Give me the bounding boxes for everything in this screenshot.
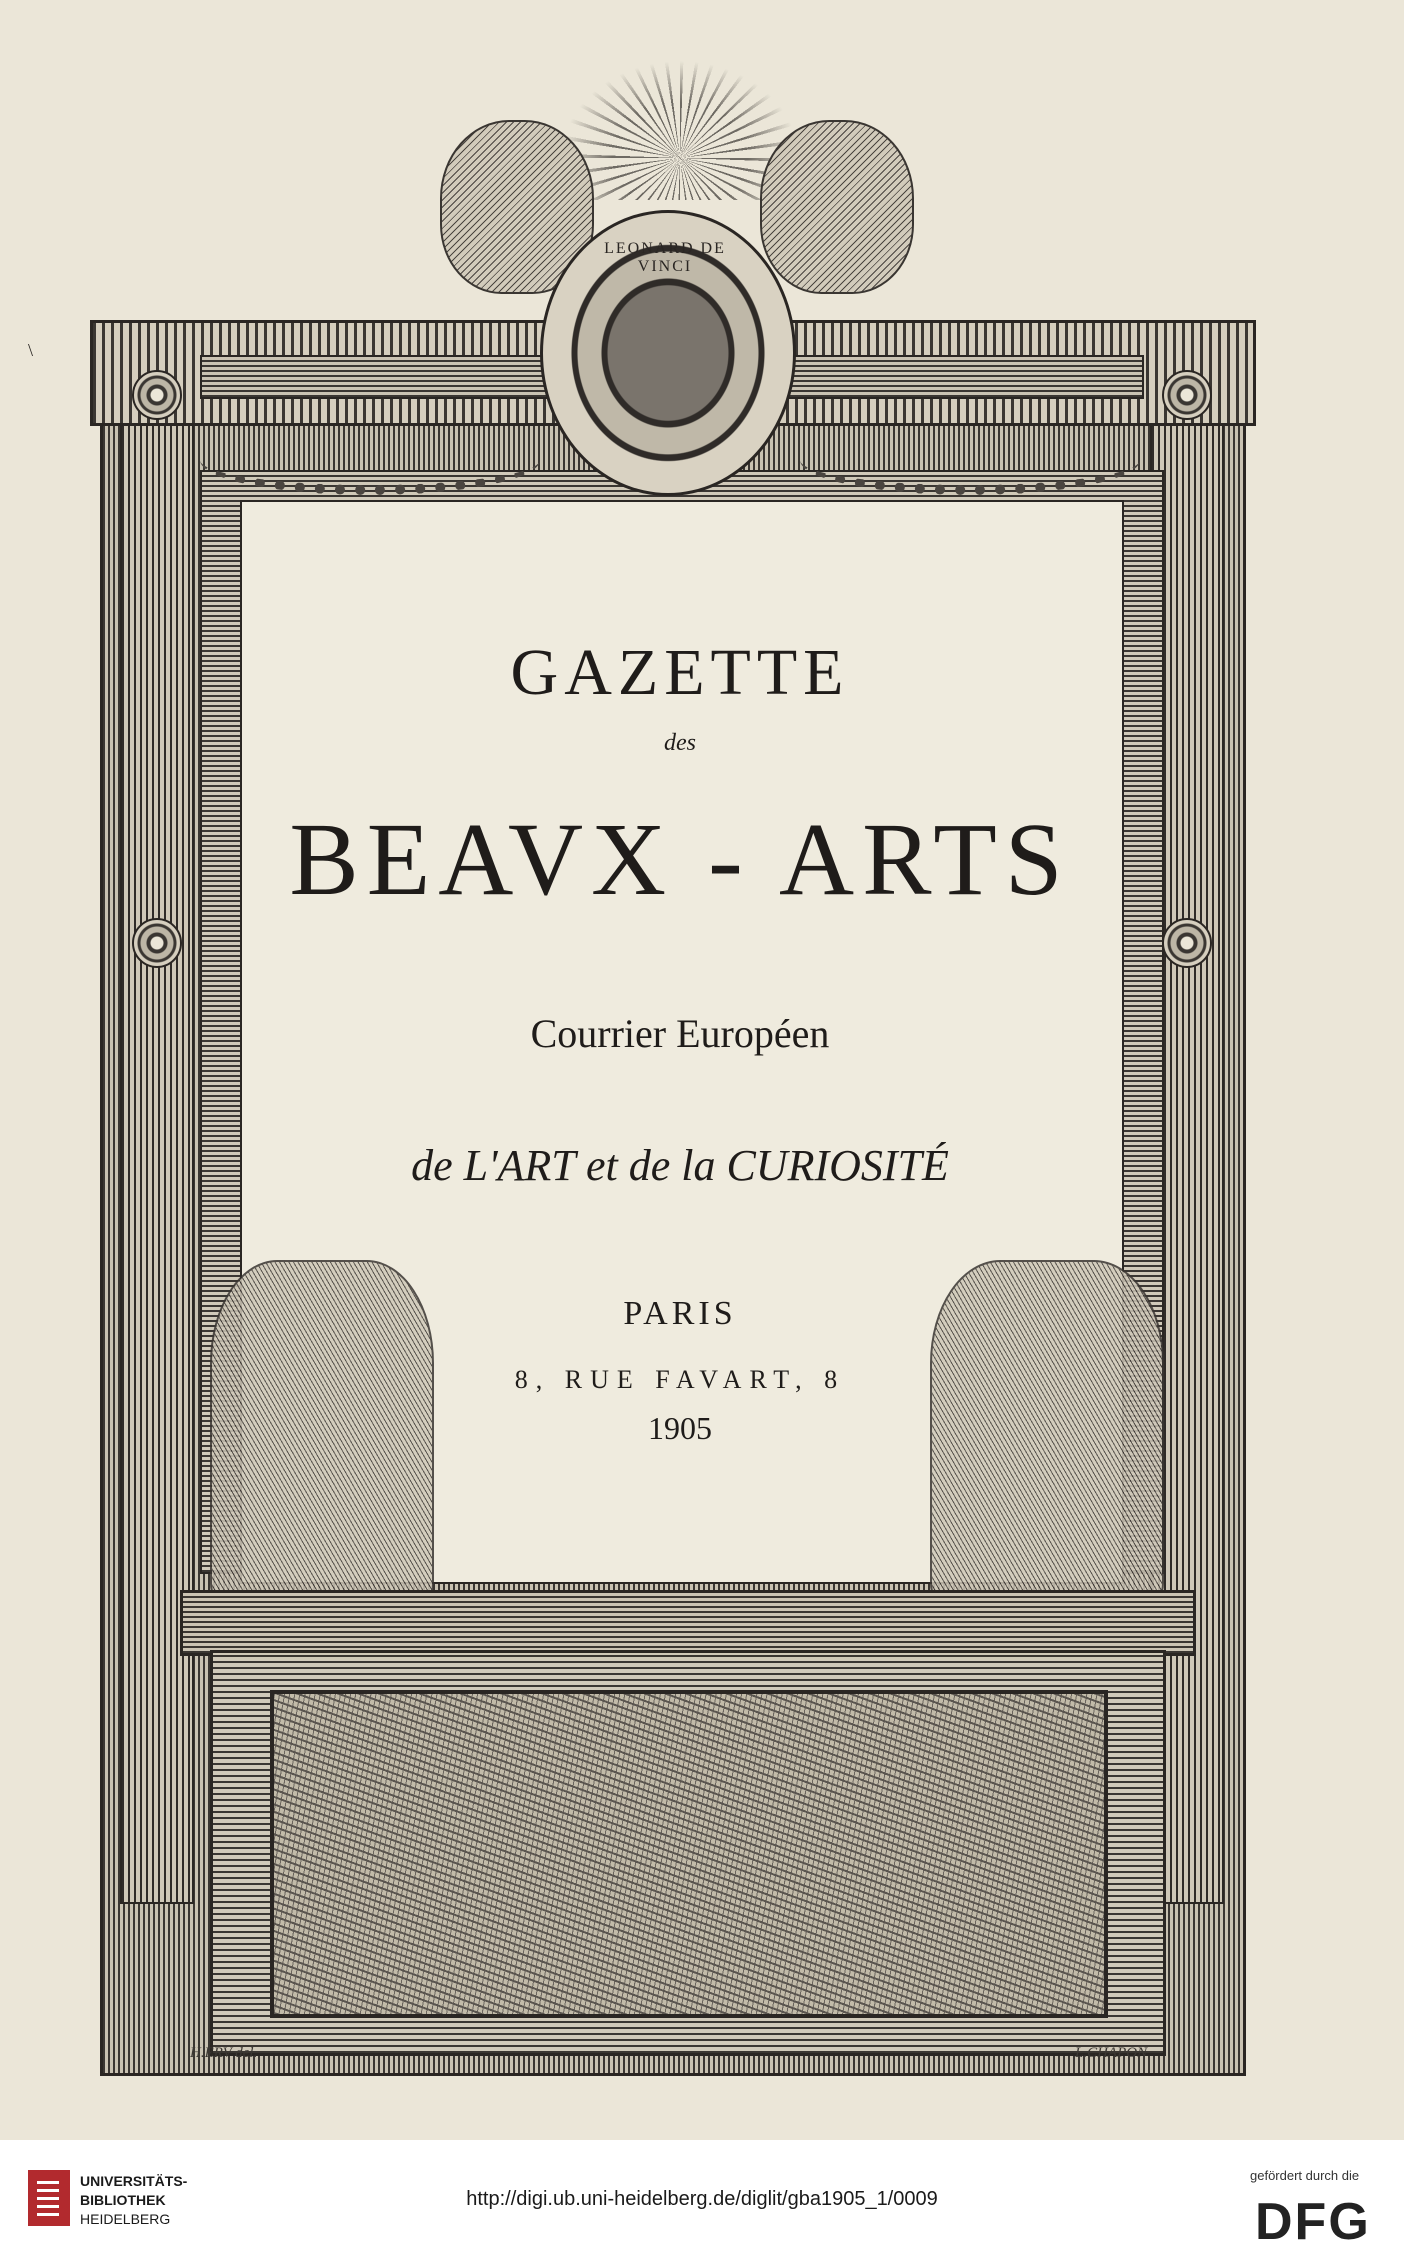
funder-caption: gefördert durch die [1250,2168,1360,2183]
footer-bar [0,2140,1404,2262]
engraver-signature-left: H.ERV del. [190,2045,258,2061]
stray-mark: \ [28,340,34,360]
dfg-logo[interactable]: DFG [1255,2193,1371,2251]
title-beaux-arts: BEAVX - ARTS [289,802,1071,917]
imprint-address: 8, RUE FAVART, 8 [514,1365,846,1394]
permalink-url[interactable]: http://digi.ub.uni-heidelberg.de/diglit/gba1905_1/0009 [466,2188,938,2210]
engraver-signature-right: L.CHAPON [1075,2045,1148,2061]
university-name-line1: UNIVERSITÄTS- [80,2173,188,2189]
rosette-ornament [132,370,182,420]
rosette-ornament [1162,370,1212,420]
subtitle-courrier: Courrier Européen [530,1011,830,1056]
medallion-inscription: LEONARD DE VINCI [604,240,726,275]
still-life-right [930,1260,1164,1604]
shelf-cornice [180,1590,1196,1656]
garland-left [200,425,540,495]
putto-right-figure [760,120,914,294]
subtitle-art-curiosite: de L'ART et de la CURIOSITÉ [411,1141,949,1190]
title-des: des [664,730,696,756]
still-life-left [210,1260,434,1604]
imprint-city: PARIS [623,1295,737,1332]
rosette-ornament [1162,918,1212,968]
rosette-ornament [132,918,182,968]
garland-right [800,425,1140,495]
university-name-line2: BIBLIOTHEK [80,2192,166,2208]
university-name-line3: HEIDELBERG [80,2211,171,2227]
relief-panel [270,1690,1108,2018]
title-gazette: GAZETTE [510,636,850,709]
pilaster-left [120,420,194,1904]
imprint-year: 1905 [648,1410,712,1446]
